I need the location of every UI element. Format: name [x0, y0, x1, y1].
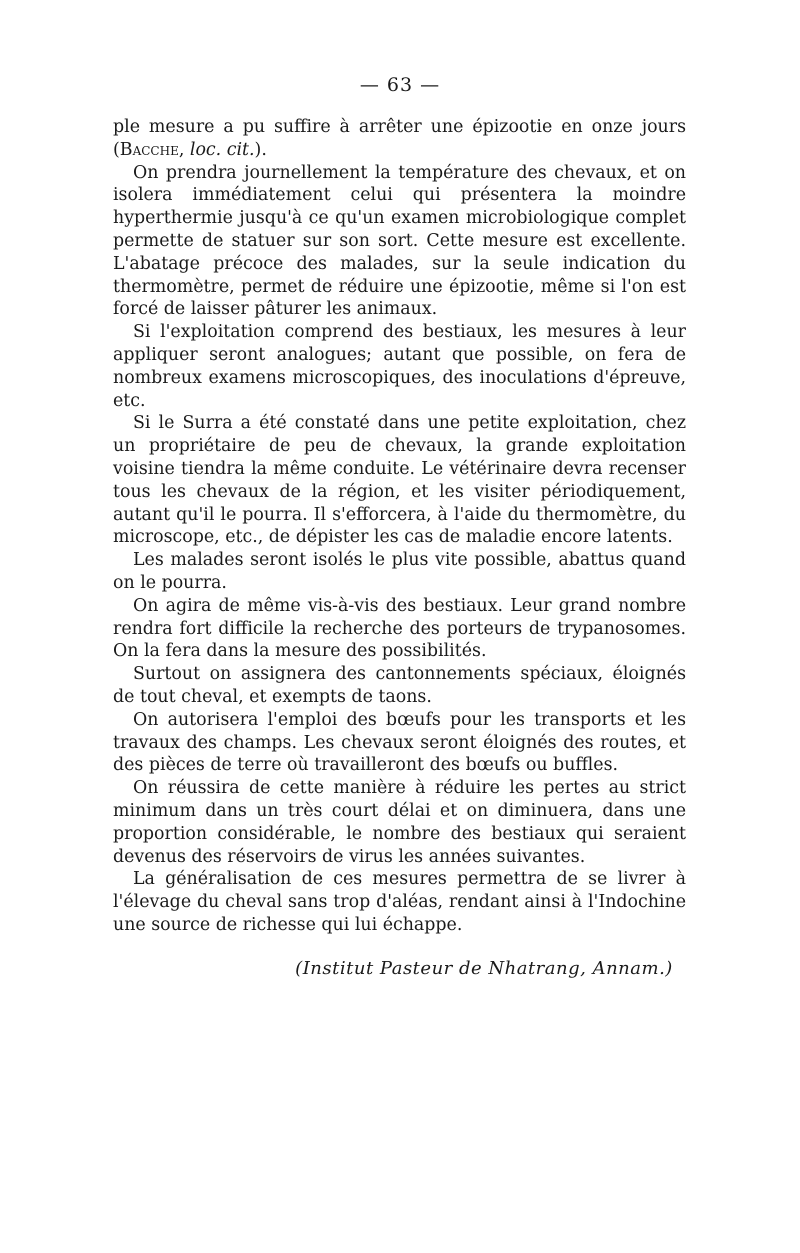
paragraph: On réussira de cette manière à réduire les pertes au strict minimum dans un très court délai et on diminuera, dans une proportion considérable, le nombre des bestiaux qui seraient devenus des réservoirs de virus les années suivantes. — [113, 778, 686, 867]
paragraph: Les malades seront isolés le plus vite possible, abattus quand on le pourra. — [113, 550, 686, 593]
paragraph: Si le Surra a été constaté dans une petite exploitation, chez un propriétaire de peu de chevaux, la grande exploitation voisine tiendra la même conduite. Le vétérinaire devra recenser tous les chevaux de la région, et les visiter périodiquement, autant qu'il le pourra. Il s'efforcera, à l'aide du thermomètre, du microscope, etc., de dépister les cas de maladie encore latents. — [113, 413, 686, 548]
paragraph: Si l'exploitation comprend des bestiaux, les mesures à leur appliquer seront analogues; autant que possible, on fera de nombreux examens microscopiques, des inoculations d'épreuve, etc. — [113, 322, 686, 411]
reference-close: ). — [254, 139, 267, 160]
reference-location: loc. cit. — [189, 139, 255, 160]
institution-signature: (Institut Pasteur de Nhatrang, Annam.) — [295, 958, 673, 979]
paragraph: On prendra journellement la température des chevaux, et on isolera immédiatement celui qui présentera la moindre hyperthermie jusqu'à ce qu'un examen microbiologique complet permette de statuer sur son sort. Cette mesure est excellente. L'abatage précoce des malades, sur la seule indication du thermomètre, permet de réduire une épizootie, même si l'on est forcé de laisser pâturer les animaux. — [113, 162, 686, 320]
paragraph-text: ple mesure a pu suffire à arrêter une épizootie en onze jours ( — [113, 117, 686, 160]
reference-author: Bacche, — [119, 139, 185, 160]
paragraph: Surtout on assignera des cantonnements spéciaux, éloignés de tout cheval, et exempts de taons. — [113, 664, 686, 707]
paragraph: La généralisation de ces mesures permettra de se livrer à l'élevage du cheval sans trop d'aléas, rendant ainsi à l'Indochine une source de richesse qui lui échappe. — [113, 869, 686, 935]
paragraph-continuation — [113, 116, 686, 162]
page-number: — 63 — — [359, 74, 441, 96]
paragraph: On agira de même vis-à-vis des bestiaux. Leur grand nombre rendra fort difficile la recherche des porteurs de trypanosomes. On la fera dans la mesure des possibilités. — [113, 595, 686, 662]
paragraph: On autorisera l'emploi des bœufs pour les transports et les travaux des champs. Les chevaux seront éloignés des routes, et des pièces de terre où travailleront des bœufs ou buffles. — [113, 709, 686, 776]
body-text — [113, 116, 686, 937]
